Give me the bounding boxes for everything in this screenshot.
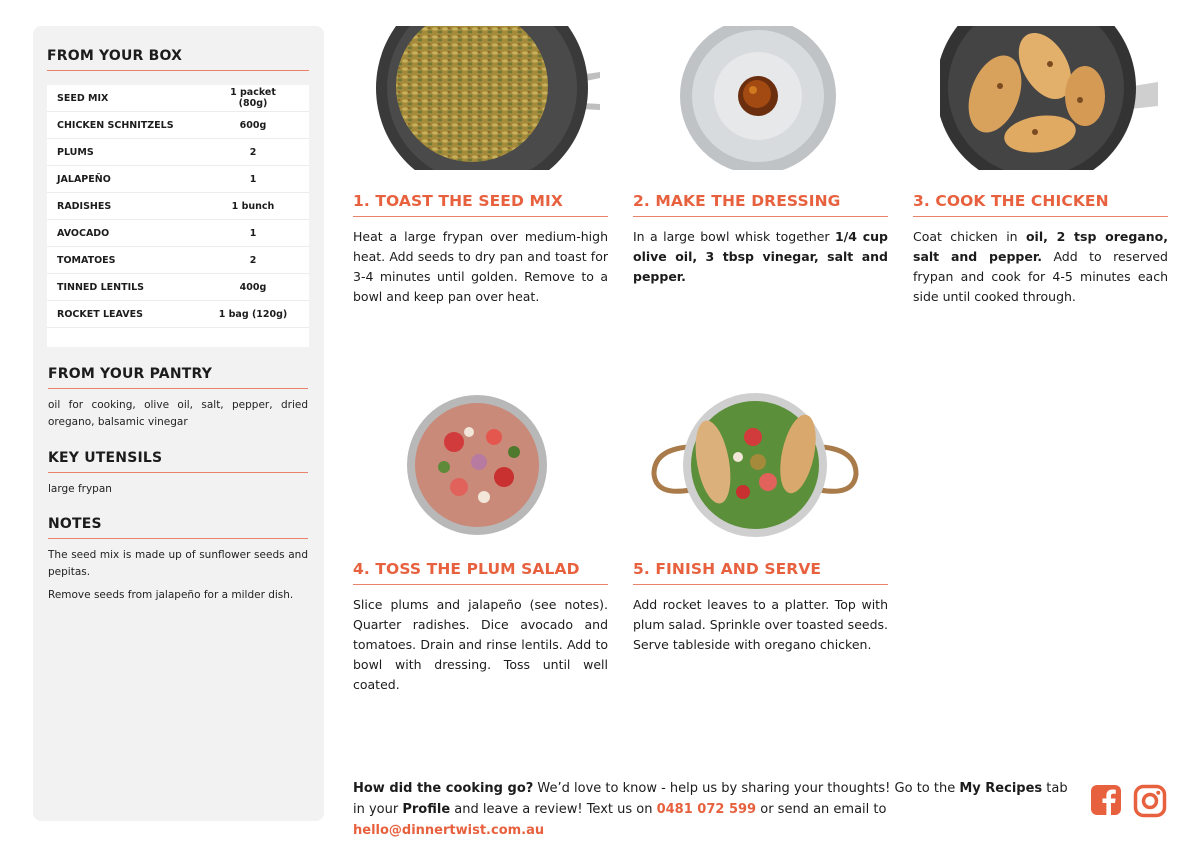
ingredient-qty: 2	[249, 146, 257, 158]
note-item: The seed mix is made up of sunflower seeds and pepitas.	[48, 549, 308, 578]
key-utensils-title: KEY UTENSILS	[48, 450, 308, 473]
step-1-text	[353, 227, 608, 307]
notes-section	[48, 516, 308, 610]
footer-text: and leave a review! Text us on	[450, 802, 657, 817]
step-4-title: 4. TOSS THE PLUM SALAD	[353, 560, 608, 585]
from-your-pantry-title: FROM YOUR PANTRY	[48, 366, 308, 389]
step-1-title: 1. TOAST THE SEED MIX	[353, 192, 608, 217]
step-text-bold: 1/4 cup olive oil, 3 tbsp vinegar, salt and pepper.	[633, 229, 888, 284]
table-row	[47, 220, 309, 247]
step-text-segment: Slice plums and jalapeño (see notes). Quarter radishes. Dice avocado and tomatoes. Drain and rinse lentils. Add to bowl with dressing. Toss until well coated.	[353, 597, 608, 692]
ingredient-qty: 2	[249, 254, 257, 266]
table-row	[47, 85, 309, 112]
notes-text	[48, 547, 308, 604]
step-text-bold: oil, 2 tsp oregano, salt and pepper.	[913, 229, 1168, 264]
instagram-icon[interactable]	[1133, 784, 1167, 818]
ingredient-qty: 1	[249, 173, 257, 185]
ingredient-name: CHICKEN SCHNITZELS	[57, 119, 174, 131]
ingredient-name: SEED MIX	[57, 92, 109, 104]
step-5	[633, 560, 888, 655]
table-row	[47, 139, 309, 166]
step-text-segment: In a large bowl whisk together	[633, 229, 835, 244]
step-2-title: 2. MAKE THE DRESSING	[633, 192, 888, 217]
ingredient-qty: 1	[249, 227, 257, 239]
step-4	[353, 560, 608, 695]
step-3	[913, 192, 1168, 307]
ingredient-name: JALAPEÑO	[57, 173, 111, 185]
footer-text: We’d love to know - help us by sharing your thoughts! Go to the	[533, 781, 960, 796]
ingredients-sidebar	[33, 26, 324, 821]
plum-salad-bowl-image	[404, 392, 550, 538]
table-row	[47, 193, 309, 220]
step-2	[633, 192, 888, 287]
from-your-pantry-section	[48, 366, 308, 431]
step-3-text	[913, 227, 1168, 307]
from-your-box-title: FROM YOUR BOX	[47, 48, 309, 71]
table-row	[47, 112, 309, 139]
phone-link[interactable]: 0481 072 599	[656, 802, 757, 817]
pantry-text: oil for cooking, olive oil, salt, pepper, dried oregano, balsamic vinegar	[48, 399, 308, 428]
email-link[interactable]: hello@dinnertwist.com.au	[353, 823, 545, 838]
ingredient-qty: 1 bunch	[231, 200, 275, 212]
step-5-title: 5. FINISH AND SERVE	[633, 560, 888, 585]
key-utensils-section	[48, 450, 308, 498]
ingredient-qty: 600g	[239, 119, 267, 131]
table-row	[47, 301, 309, 328]
utensils-text: large frypan	[48, 483, 112, 495]
step-4-text	[353, 595, 608, 695]
notes-title: NOTES	[48, 516, 308, 539]
ingredient-name: PLUMS	[57, 146, 94, 158]
profile-link[interactable]: Profile	[402, 802, 451, 817]
feedback-footer	[353, 778, 1078, 841]
ingredient-name: TOMATOES	[57, 254, 116, 266]
ingredient-qty: 400g	[239, 281, 267, 293]
ingredient-name: RADISHES	[57, 200, 112, 212]
facebook-icon[interactable]	[1090, 784, 1122, 816]
footer-question: How did the cooking go?	[353, 781, 534, 796]
my-recipes-link[interactable]: My Recipes	[959, 781, 1043, 796]
ingredient-qty: 1 packet (80g)	[230, 87, 276, 109]
step-5-text	[633, 595, 888, 655]
finished-platter-image	[648, 392, 862, 538]
table-row	[47, 274, 309, 301]
table-row	[47, 166, 309, 193]
note-item: Remove seeds from jalapeño for a milder dish.	[48, 589, 294, 601]
step-text-segment: Coat chicken in	[913, 229, 1026, 244]
ingredient-qty: 1 bag (120g)	[218, 308, 288, 320]
footer-text: or send an email to	[756, 802, 887, 817]
toasted-seeds-frypan-image	[372, 26, 604, 170]
step-3-title: 3. COOK THE CHICKEN	[913, 192, 1168, 217]
table-row	[47, 247, 309, 274]
step-text-segment: Add rocket leaves to a platter. Top with plum salad. Sprinkle over toasted seeds. Serve tableside with oregano chicken.	[633, 597, 888, 652]
ingredient-name: AVOCADO	[57, 227, 110, 239]
chicken-frypan-image	[940, 26, 1160, 170]
from-your-box-table	[47, 85, 309, 347]
step-2-text	[633, 227, 888, 287]
step-text-segment: Add to reserved frypan and cook for 4-5 minutes each side until cooked through.	[913, 249, 1168, 304]
ingredient-name: ROCKET LEAVES	[57, 308, 143, 320]
dressing-bowl-image	[678, 26, 838, 170]
step-1	[353, 192, 608, 307]
footer-text: tab in your	[353, 781, 1068, 817]
ingredient-name: TINNED LENTILS	[57, 281, 145, 293]
step-text-segment: Heat a large frypan over medium-high heat. Add seeds to dry pan and toast for 3-4 minutes until golden. Remove to a bowl and keep pan over heat.	[353, 229, 608, 304]
